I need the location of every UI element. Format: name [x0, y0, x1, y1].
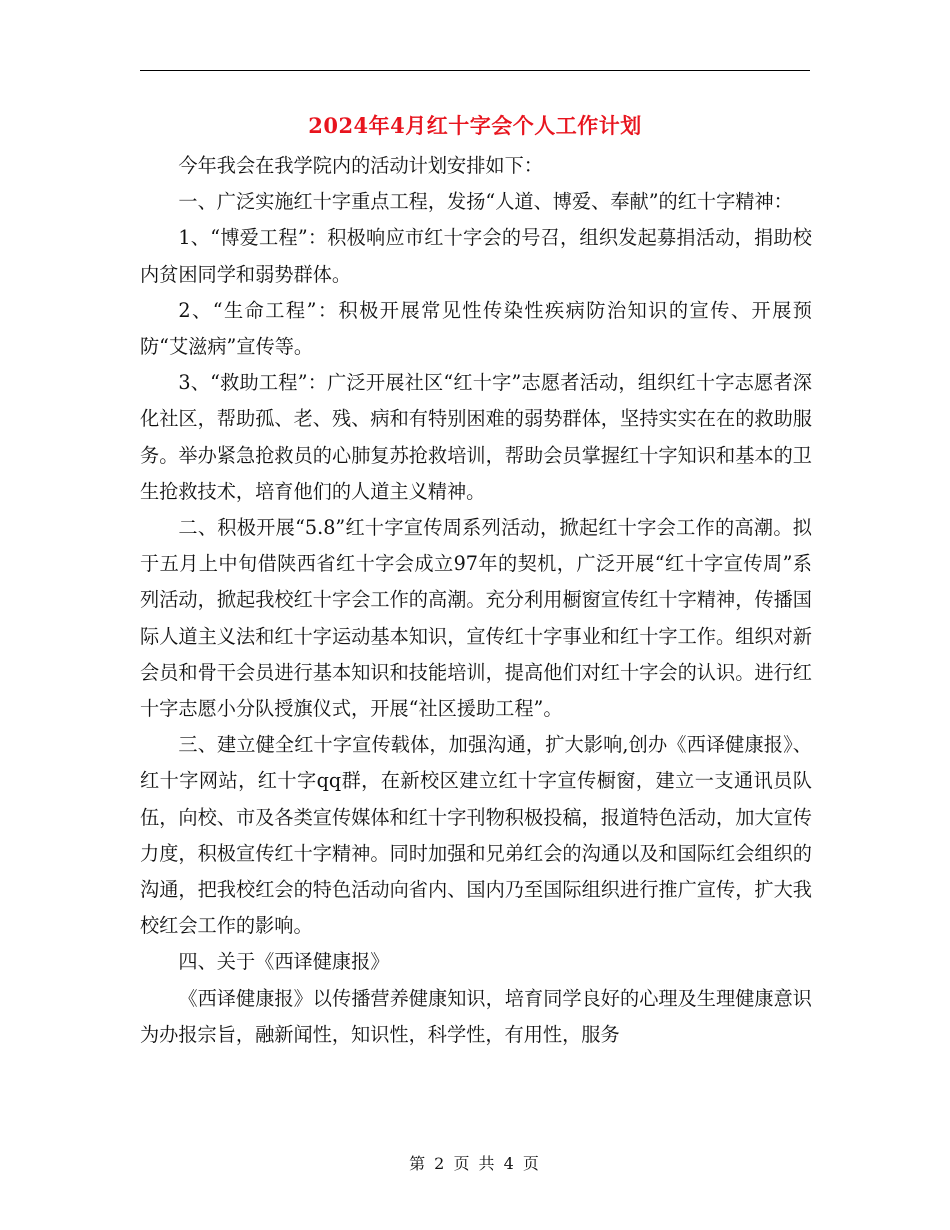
document-body [140, 148, 812, 1053]
paragraph-section-2: 二、积极开展“5.8”红十字宣传周系列活动，掀起红十字会工作的高潮。拟于五月上中旬借陕西省红十字会成立97年的契机，广泛开展“红十字宣传周”系列活动，掀起我校红十字会工作的高潮。充分利用橱窗宣传红十字精神，传播国际人道主义法和红十字运动基本知识，宣传红十字事业和红十字工作。组织对新会员和骨干会员进行基本知识和技能培训，提高他们对红十字会的认识。进行红十字志愿小分队授旗仪式，开展“社区援助工程”。 [140, 516, 812, 721]
paragraph-newspaper: 《西译健康报》以传播营养健康知识，培育同学良好的心理及生理健康意识为办报宗旨，融新闻性，知识性，科学性，有用性，服务 [140, 986, 812, 1046]
paragraph-section-4: 四、关于《西译健康报》 [178, 950, 390, 974]
paragraph-intro: 今年我会在我学院内的活动计划安排如下： [178, 154, 543, 177]
paragraph-item-2: 2、“生命工程”：积极开展常见性传染性疾病防治知识的宣传、开展预防“艾滋病”宣传等。 [140, 298, 812, 359]
paragraph-section-1: 一、广泛实施红十字重点工程，发扬“人道、博爱、奉献”的红十字精神： [178, 190, 793, 214]
paragraph-item-1: 1、“博爱工程”：积极响应市红十字会的号召，组织发起募捐活动，捐助校内贫困同学和弱势群体。 [140, 226, 812, 286]
paragraph-item-3: 3、“救助工程”：广泛开展社区“红十字”志愿者活动，组织红十字志愿者深化社区，帮助孤、老、残、病和有特别困难的弱势群体，坚持实实在在的救助服务。举办紧急抢救员的心肺复苏抢救培训，帮助会员掌握红十字知识和基本的卫生抢救技术，培育他们的人道主义精神。 [140, 371, 812, 503]
paragraph-section-3: 三、建立健全红十字宣传载体，加强沟通，扩大影响,创办《西译健康报》、红十字网站，红十字qq群，在新校区建立红十字宣传橱窗，建立一支通讯员队伍，向校、市及各类宣传媒体和红十字刊物积极投稿，报道特色活动，加大宣传力度，积极宣传红十字精神。同时加强和兄弟红会的沟通以及和国际红会组织的沟通，把我校红会的特色活动向省内、国内乃至国际组织进行推广宣传，扩大我校红会工作的影响。 [140, 733, 812, 938]
document-title: 2024年4月红十字会个人工作计划 [308, 113, 642, 138]
header-rule [140, 70, 810, 71]
page-footer: 第 2 页 共 4 页 [409, 1154, 541, 1173]
